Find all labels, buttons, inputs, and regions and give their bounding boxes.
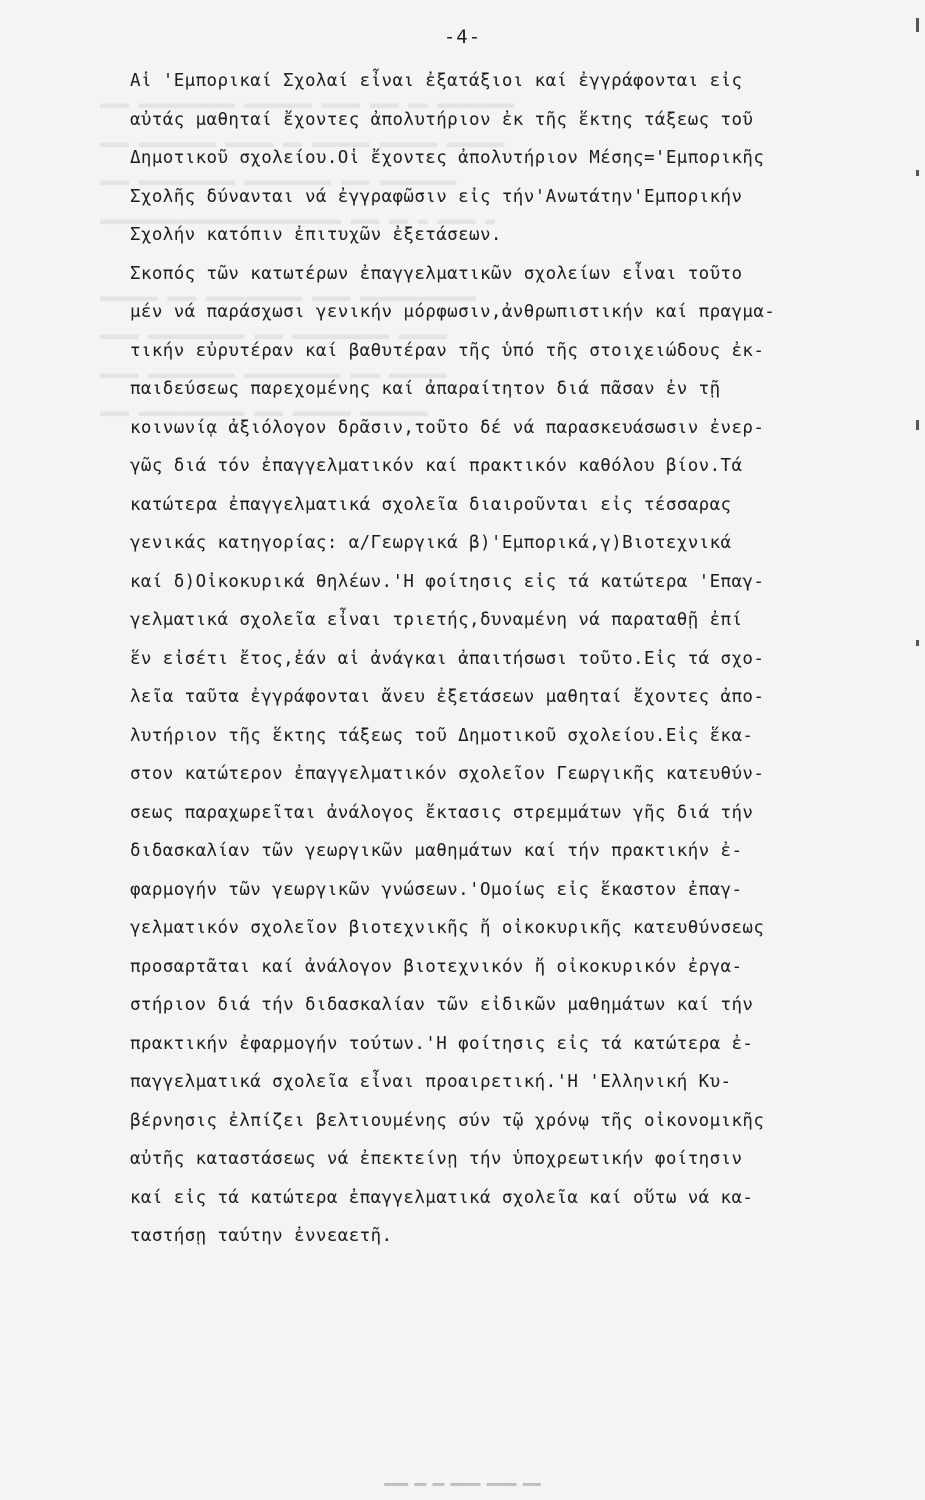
text-line: γελματικόν σχολεῖον βιοτεχνικῆς ἤ οἰκοκυρικῆς κατευθύνσεως (130, 918, 765, 938)
text-line: γελματικά σχολεῖα εἶναι τριετής,δυναμένη νά παραταθῇ ἐπί (130, 610, 743, 630)
text-line: προσαρτᾶται καί ἀνάλογον βιοτεχνικόν ἤ οἰκοκυρικόν ἐργα- (130, 956, 743, 977)
text-line: διδασκαλίαν τῶν γεωργικῶν μαθημάτων καί τήν πρακτικήν ἐ- (130, 841, 743, 861)
scan-edge-mark (916, 18, 919, 32)
scan-edge-mark (916, 170, 919, 176)
text-line: αὐτῆς καταστάσεως νά ἐπεκτείνῃ τήν ὑποχρεωτικήν φοίτησιν (130, 1149, 743, 1169)
text-line: λεῖα ταῦτα ἐγγράφονται ἄνευ ἐξετάσεων μαθηταί ἔχοντες ἀπο- (130, 687, 765, 707)
text-line: κατώτερα ἐπαγγελματικά σχολεῖα διαιροῦνται εἰς τέσσαρας (130, 494, 732, 515)
text-line: φαρμογήν τῶν γεωργικῶν γνώσεων.'Ομοίως εἰς ἕκαστον ἐπαγ- (130, 879, 743, 900)
text-line: καί δ)Οἰκοκυρικά θηλέων.'Η φοίτησις εἰς τά κατώτερα 'Επαγ- (130, 571, 765, 592)
text-line: Σχολήν κατόπιν ἐπιτυχῶν ἐξετάσεων. (130, 225, 502, 245)
text-line: στήριον διά τήν διδασκαλίαν τῶν εἰδικῶν μαθημάτων καί τήν (130, 995, 754, 1015)
text-line: κοινωνίᾳ ἀξιόλογον δρᾶσιν,τοῦτο δέ νά παρασκευάσωσιν ἐνερ- (130, 417, 765, 438)
text-line: λυτήριον τῆς ἕκτης τάξεως τοῦ Δημοτικοῦ σχολείου.Εἰς ἕκα- (130, 725, 754, 746)
text-line: βέρνησις ἐλπίζει βελτιουμένης σύν τῷ χρόνῳ τῆς οἰκονομικῆς (130, 1110, 765, 1131)
scan-edge-mark (916, 420, 919, 430)
text-line: Σχολῆς δύνανται νά ἐγγραφῶσιν εἰς τήν'Ανωτάτην'Εμπορικήν (130, 186, 743, 207)
text-line: Δημοτικοῦ σχολείου.Οἱ ἔχοντες ἀπολυτήριον Μέσης='Εμπορικῆς (130, 148, 765, 168)
text-line: παιδεύσεως παρεχομένης καί ἀπαραίτητον διά πᾶσαν ἐν τῇ (130, 379, 721, 399)
scan-footer-noise: ▬▬▬▬ ▬▬ ▬▬ ▬▬▬▬▬ ▬▬▬▬▬ ▬▬▬ (384, 1479, 541, 1490)
text-line: καί εἰς τά κατώτερα ἐπαγγελματικά σχολεῖα καί οὕτω νά κα- (130, 1187, 754, 1208)
text-line: Αἱ 'Εμπορικαί Σχολαί εἶναι ἐξατάξιοι καί ἐγγράφονται εἰς (130, 71, 743, 91)
text-line: Σκοπός τῶν κατωτέρων ἐπαγγελματικῶν σχολείων εἶναι τοῦτο (130, 263, 743, 284)
text-line: γῶς διά τόν ἐπαγγελματικόν καί πρακτικόν καθόλου βίον.Τά (130, 456, 743, 476)
text-line: παγγελματικά σχολεῖα εἶναι προαιρετική.'Η 'Ελληνική Κυ- (130, 1072, 732, 1092)
show-through-background: ▬▬▬ ▬▬▬▬▬▬▬▬▬▬ ▬▬▬▬▬▬▬ ▬▬▬▬ ▬▬▬ ▬▬ ▬▬▬▬▬▬▬▬ ▬▬▬ ▬▬▬▬▬▬▬▬ ▬▬▬▬▬ ▬▬ ▬▬▬▬▬▬ ▬▬▬▬▬▬ ▬▬▬▬▬▬ ▬▬▬ ▬▬▬▬▬▬▬▬▬▬ ▬▬▬▬▬▬▬▬▬ ▬▬▬ ▬▬▬▬▬▬▬▬ ▬▬▬▬▬▬▬▬▬▬▬▬▬▬▬▬▬▬▬▬▬▬▬▬▬ ▬▬▬ ▬▬ ▬ ▬▬▬▬ ▬ ▬▬▬▬▬▬ ▬▬▬ ▬▬▬▬▬▬▬▬▬▬ ▬▬▬▬ ▬▬▬▬▬▬▬▬▬▬▬▬ ▬▬▬▬ ▬▬▬▬▬▬▬▬▬▬ ▬▬▬ ▬▬▬▬▬▬▬▬▬▬ ▬▬▬▬▬ ▬▬▬▬ ▬▬▬▬▬▬▬▬▬ ▬▬▬▬▬▬▬▬▬▬ ▬▬▬ ▬▬▬▬▬▬ ▬▬▬ ▬▬▬▬▬▬▬▬▬▬▬ ▬▬▬ ▬▬▬▬▬▬ ▬▬▬▬▬▬▬ (100, 95, 515, 422)
text-line: αὐτάς μαθηταί ἔχοντες ἀπολυτήριον ἐκ τῆς ἕκτης τάξεως τοῦ (130, 109, 754, 130)
document-body (130, 62, 910, 1256)
scan-edge-mark (916, 640, 919, 646)
text-line: πρακτικήν ἐφαρμογήν τούτων.'Η φοίτησις εἰς τά κατώτερα ἐ- (130, 1033, 754, 1054)
text-line: σεως παραχωρεῖται ἀνάλογος ἔκτασις στρεμμάτων γῆς διά τήν (130, 802, 754, 823)
text-line: μέν νά παράσχωσι γενικήν μόρφωσιν,ἀνθρωπιστικήν καί πραγμα- (130, 302, 776, 322)
text-line: ταστήσῃ ταύτην ἐννεαετῆ. (130, 1226, 393, 1246)
text-line: ἕν εἰσέτι ἔτος,ἐάν αἱ ἀνάγκαι ἀπαιτήσωσι τοῦτο.Εἰς τά σχο- (130, 648, 765, 669)
text-line: τικήν εὐρυτέραν καί βαθυτέραν τῆς ὑπό τῆς στοιχειώδους ἐκ- (130, 340, 765, 361)
text-line: γενικάς κατηγορίας: α/Γεωργικά β)'Εμπορικά,γ)Βιοτεχνικά (130, 533, 732, 553)
page-number: -4- (443, 26, 482, 48)
text-line: στον κατώτερον ἐπαγγελματικόν σχολεῖον Γεωργικῆς κατευθύν- (130, 764, 765, 784)
